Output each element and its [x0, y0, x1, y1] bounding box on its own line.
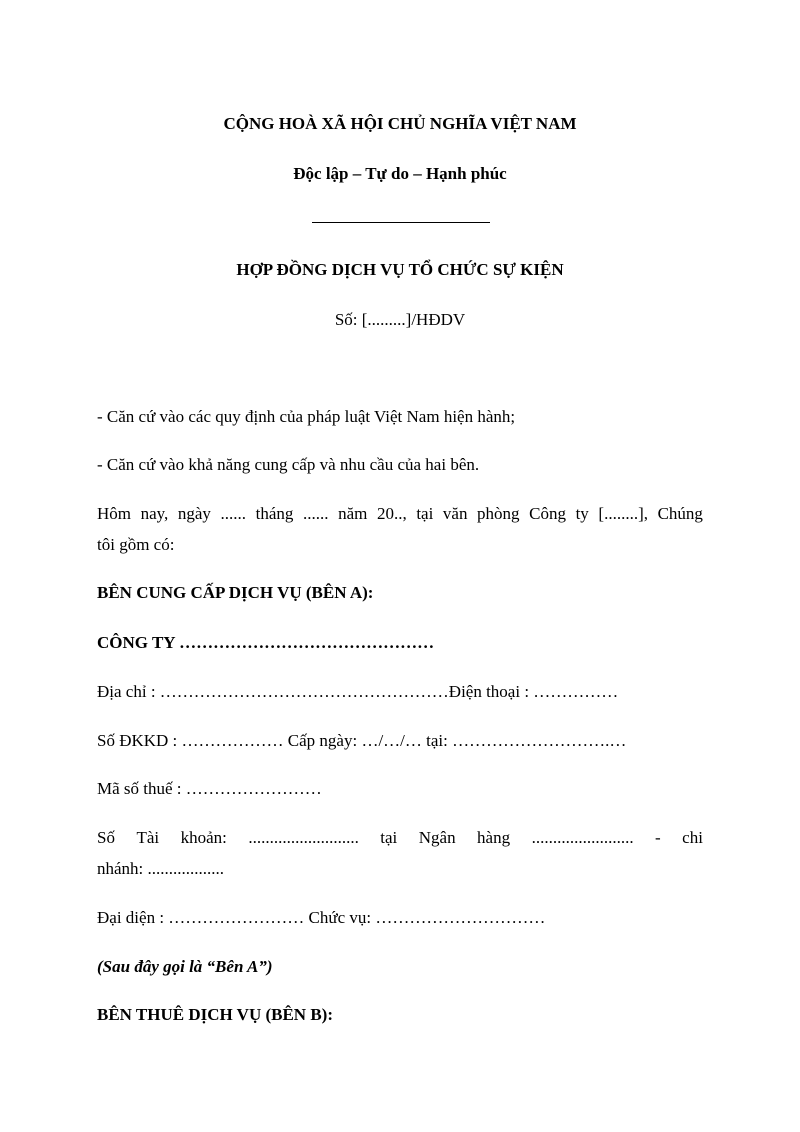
party-b-heading: BÊN THUÊ DỊCH VỤ (BÊN B): [97, 1005, 333, 1024]
intro-word: ngày [177, 504, 211, 523]
account-word: Ngân [418, 828, 456, 847]
intro-word: [........], [598, 504, 648, 523]
intro-word: nay, [140, 504, 169, 523]
intro-word: ty [575, 504, 589, 523]
account-word: khoản: [180, 828, 227, 847]
account-word: hàng [477, 828, 511, 847]
party-a-alias: (Sau đây gọi là “Bên A”) [97, 957, 273, 976]
party-a-address: Địa chỉ : ……………………………………………Điện thoại : …………… [97, 682, 619, 701]
party-a-account-line-1 [97, 828, 703, 848]
intro-word: tại [416, 504, 434, 523]
account-word: - [655, 828, 661, 847]
intro-word: tháng [255, 504, 294, 523]
party-a-heading: BÊN CUNG CẤP DỊCH VỤ (BÊN A): [97, 583, 374, 602]
header-divider [312, 222, 490, 223]
account-word: chi [682, 828, 703, 847]
account-word: .......................... [248, 828, 359, 847]
party-a-representative: Đại diện : …………………… Chức vụ: ………………………… [97, 908, 546, 927]
basis-line-2: - Căn cứ vào khả năng cung cấp và nhu cầu của hai bên. [97, 455, 480, 474]
account-word: Số [97, 828, 115, 847]
intro-word: ...... [220, 504, 247, 523]
intro-word: phòng [477, 504, 520, 523]
account-word: tại [380, 828, 398, 847]
basis-line-1: - Căn cứ vào các quy định của pháp luật Việt Nam hiện hành; [97, 407, 516, 426]
intro-word: văn [442, 504, 468, 523]
party-a-tax-code: Mã số thuế : …………………… [97, 779, 322, 798]
intro-word: năm [338, 504, 368, 523]
intro-line-2: tôi gồm có: [97, 535, 175, 554]
intro-word: Công [529, 504, 566, 523]
intro-line-1 [97, 504, 703, 524]
nation-header: CỘNG HOÀ XÃ HỘI CHỦ NGHĨA VIỆT NAM [223, 114, 577, 133]
account-word: ........................ [531, 828, 634, 847]
party-a-business-reg: Số ĐKKD : ……………… Cấp ngày: …/…/… tại: ……………………….… [97, 731, 627, 750]
motto: Độc lập – Tự do – Hạnh phúc [293, 164, 507, 183]
account-word: Tài [136, 828, 160, 847]
contract-title: HỢP ĐỒNG DỊCH VỤ TỔ CHỨC SỰ KIỆN [236, 260, 564, 279]
intro-word: ...... [303, 504, 329, 523]
party-a-account-line-2: nhánh: .................. [97, 859, 225, 878]
party-a-company: CÔNG TY ……………………………………… [97, 633, 435, 652]
intro-word: 20.., [376, 504, 407, 523]
intro-word: Chúng [657, 504, 703, 523]
intro-word: Hôm [97, 504, 131, 523]
contract-number: Số: [.........]/HĐDV [334, 310, 466, 329]
